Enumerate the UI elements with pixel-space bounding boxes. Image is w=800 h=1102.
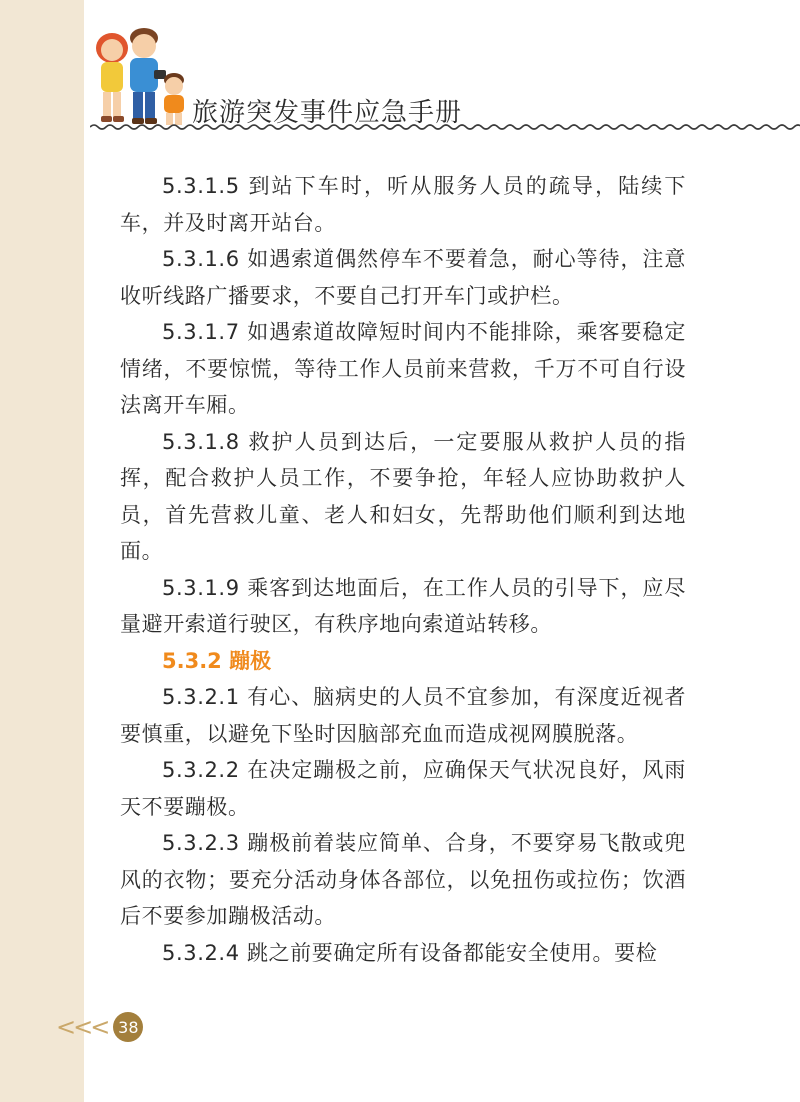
paragraph-5-3-1-7: 5.3.1.7 如遇索道故障短时间内不能排除，乘客要稳定情绪，不要惊慌，等待工作人员前来营救，千万不可自行设法离开车厢。: [120, 320, 686, 417]
paragraph-5-3-1-6: 5.3.1.6 如遇索道偶然停车不要着急，耐心等待，注意收听线路广播要求，不要自己打开车门或护栏。: [120, 247, 686, 308]
paragraph-5-3-1-8: 5.3.1.8 救护人员到达后，一定要服从救护人员的指挥，配合救护人员工作，不要争抢，年轻人应协助救护人员，首先营救儿童、老人和妇女，先帮助他们顺利到达地面。: [120, 429, 686, 563]
page-number-badge: 38: [113, 1012, 143, 1042]
body-content: [120, 168, 686, 971]
page-footer: [56, 1010, 143, 1044]
paragraph-5-3-1-9: 5.3.1.9 乘客到达地面后，在工作人员的引导下，应尽量避开索道行驶区，有秩序地向索道站转移。: [120, 575, 686, 636]
section-heading-bungee: 5.3.2 蹦极: [162, 648, 272, 673]
paragraph-5-3-2-2: 5.3.2.2 在决定蹦极之前，应确保天气状况良好，风雨天不要蹦极。: [120, 758, 686, 819]
side-strip: [0, 0, 84, 1102]
page-header: [0, 0, 800, 140]
wavy-divider: [90, 122, 800, 132]
tourist-family-illustration: [86, 20, 194, 132]
paragraph-5-3-1-5: 5.3.1.5 到站下车时，听从服务人员的疏导，陆续下车，并及时离开站台。: [120, 174, 686, 235]
chevron-left-icon: <<<: [56, 1013, 108, 1041]
paragraph-5-3-2-1: 5.3.2.1 有心、脑病史的人员不宜参加，有深度近视者要慎重，以避免下坠时因脑部充血而造成视网膜脱落。: [120, 685, 686, 746]
paragraph-5-3-2-4: 5.3.2.4 跳之前要确定所有设备都能安全使用。要检: [162, 940, 658, 965]
paragraph-5-3-2-3: 5.3.2.3 蹦极前着装应简单、合身，不要穿易飞散或兜风的衣物；要充分活动身体各部位，以免扭伤或拉伤；饮酒后不要参加蹦极活动。: [120, 831, 686, 928]
page-header-title: 旅游突发事件应急手册: [192, 98, 463, 128]
